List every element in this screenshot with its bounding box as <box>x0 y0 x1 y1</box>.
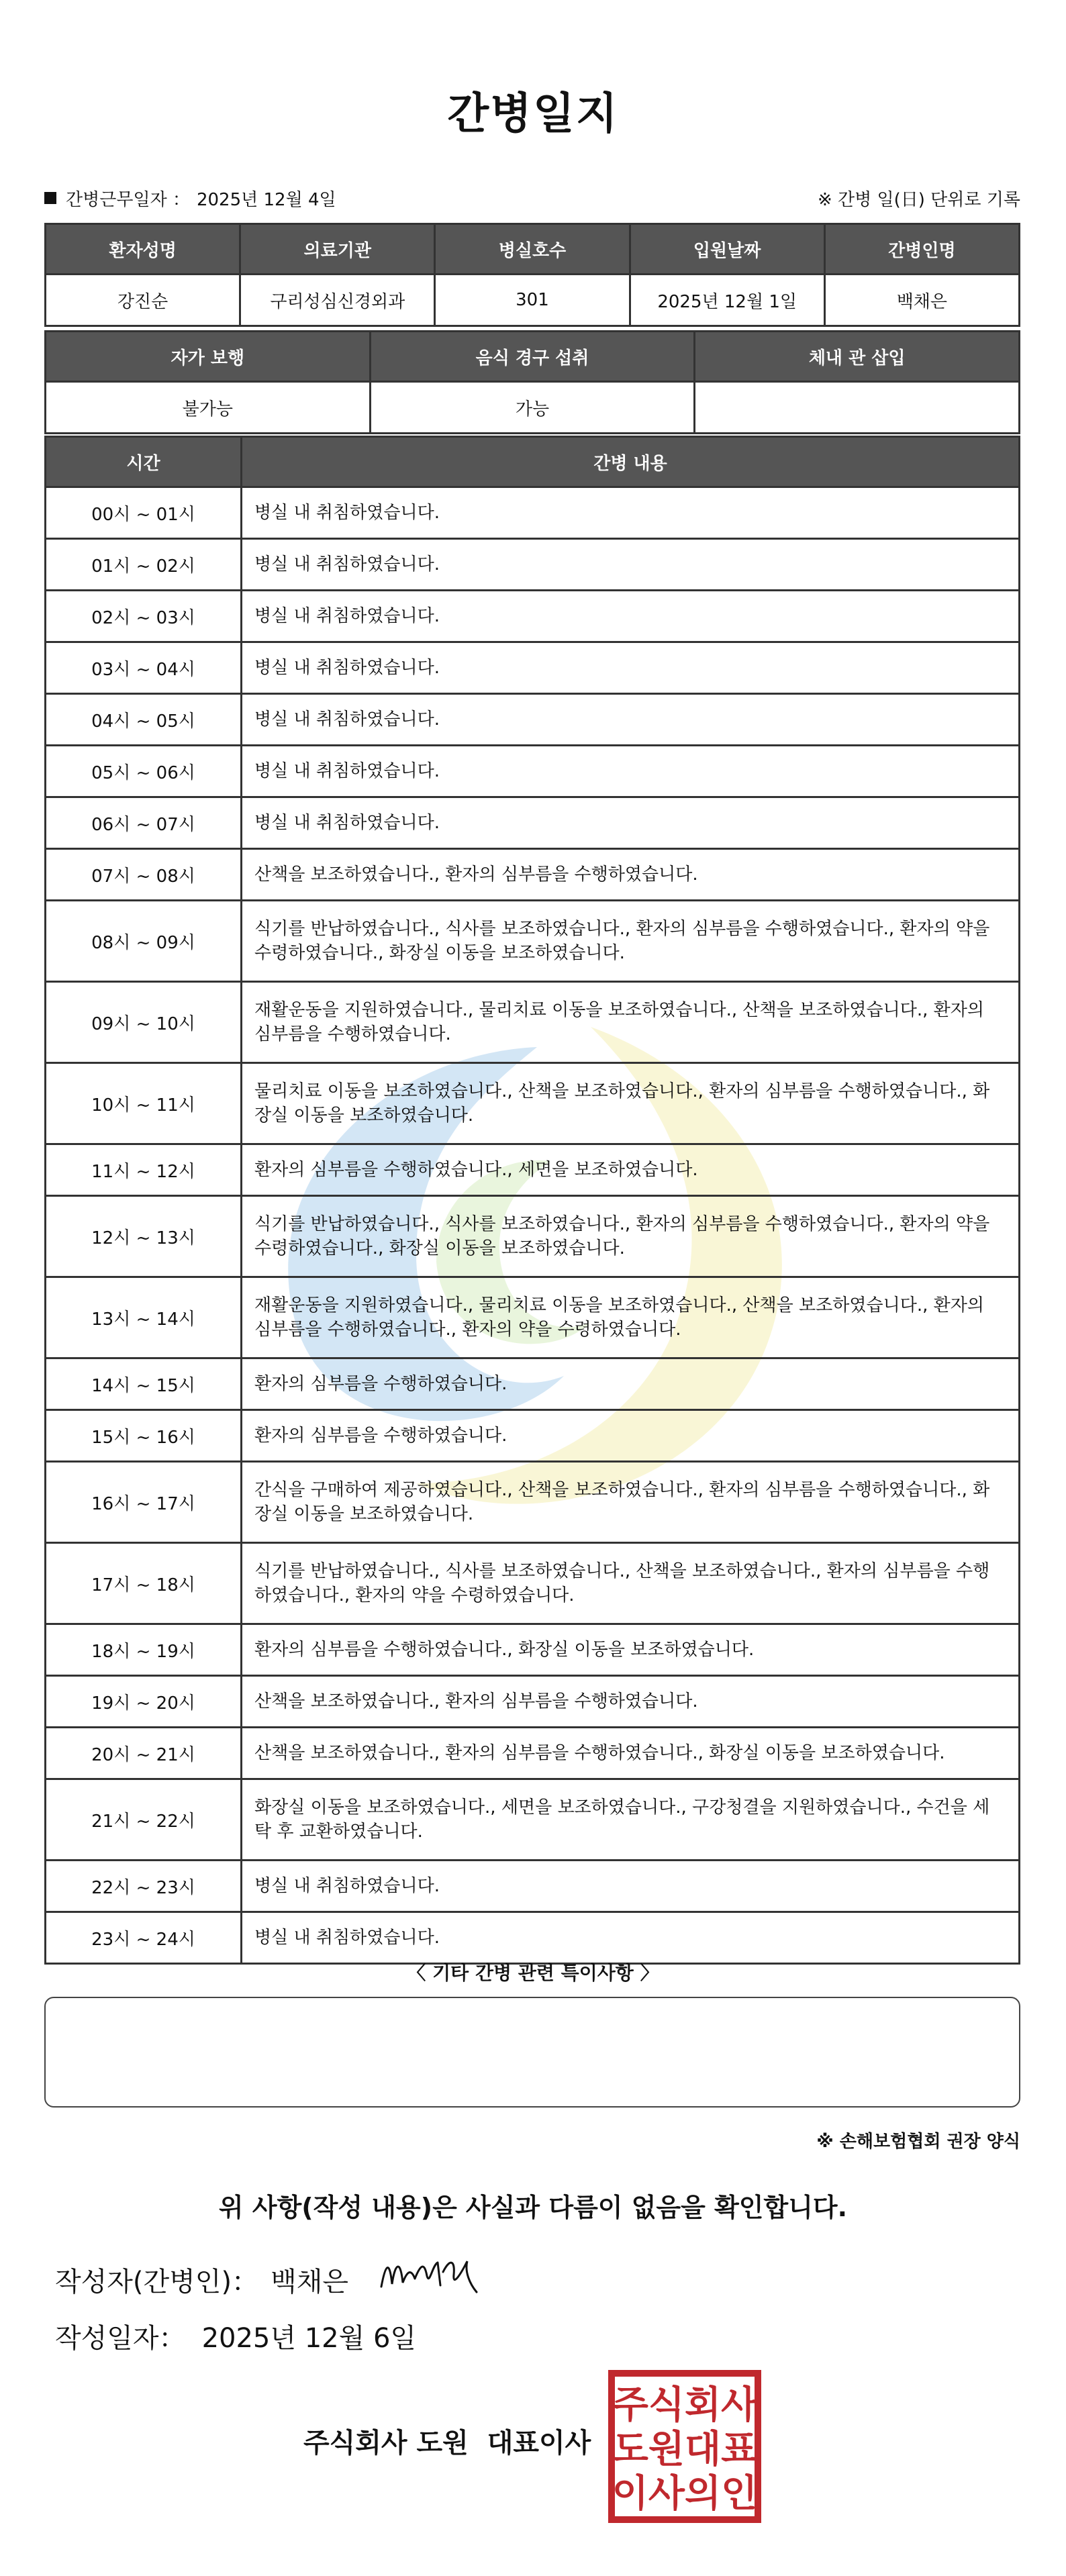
patient-name: 강진순 <box>46 275 240 326</box>
log-row <box>46 1358 1020 1410</box>
log-content: 병실 내 취침하였습니다. <box>242 797 1020 849</box>
company-seal <box>608 2369 762 2524</box>
seal-line-2: 도원대표 <box>612 2428 758 2471</box>
company-title: 대표이사 <box>487 2428 591 2459</box>
log-row <box>46 797 1020 849</box>
header-walking: 자가 보행 <box>46 332 371 382</box>
log-time: 17시 ~ 18시 <box>46 1543 242 1624</box>
log-content: 간식을 구매하여 제공하였습니다., 산책을 보조하였습니다., 환자의 심부름을 수행하였습니다., 화장실 이동을 보조하였습니다. <box>242 1462 1020 1543</box>
log-time: 10시 ~ 11시 <box>46 1063 242 1144</box>
square-bullet-icon <box>44 192 56 204</box>
log-row <box>46 1912 1020 1964</box>
log-time: 15시 ~ 16시 <box>46 1410 242 1462</box>
header-caregiver: 간병인명 <box>824 224 1019 275</box>
walking-value: 불가능 <box>46 382 371 434</box>
log-content: 재활운동을 지원하였습니다., 물리치료 이동을 보조하였습니다., 산책을 보조하였습니다., 환자의 심부름을 수행하였습니다., 환자의 약을 수령하였습니다. <box>242 1277 1020 1358</box>
log-row <box>46 1543 1020 1624</box>
written-date-line <box>55 2317 416 2355</box>
patient-header-row <box>46 224 1020 275</box>
seal-line-3: 이사의인 <box>612 2472 758 2516</box>
log-time: 09시 ~ 10시 <box>46 982 242 1063</box>
status-value-row <box>46 382 1020 434</box>
log-row <box>46 982 1020 1063</box>
log-content: 병실 내 취침하였습니다. <box>242 487 1020 539</box>
log-content: 물리치료 이동을 보조하였습니다., 산책을 보조하였습니다., 환자의 심부름을 수행하였습니다., 화장실 이동을 보조하였습니다. <box>242 1063 1020 1144</box>
tube-value <box>695 382 1020 434</box>
header-admission-date: 입원날짜 <box>630 224 824 275</box>
log-time: 05시 ~ 06시 <box>46 746 242 797</box>
log-row <box>46 1196 1020 1277</box>
log-time: 03시 ~ 04시 <box>46 642 242 694</box>
notes-heading: 〈 기타 간병 관련 특이사항 〉 <box>407 1962 659 1984</box>
log-time: 22시 ~ 23시 <box>46 1861 242 1912</box>
log-time: 14시 ~ 15시 <box>46 1358 242 1410</box>
confirm-statement: 위 사항(작성 내용)은 사실과 다름이 없음을 확인합니다. <box>218 2193 848 2222</box>
log-row <box>46 642 1020 694</box>
log-row <box>46 1624 1020 1676</box>
log-content: 병실 내 취침하였습니다. <box>242 642 1020 694</box>
log-content: 병실 내 취침하였습니다. <box>242 1912 1020 1964</box>
log-time: 21시 ~ 22시 <box>46 1779 242 1861</box>
log-row <box>46 591 1020 642</box>
patient-value-row <box>46 275 1020 326</box>
log-time: 19시 ~ 20시 <box>46 1676 242 1728</box>
log-time: 01시 ~ 02시 <box>46 539 242 591</box>
work-date-value: 2025년 12월 4일 <box>196 189 336 210</box>
writer-name: 백채은 <box>271 2267 348 2297</box>
log-content: 병실 내 취침하였습니다. <box>242 591 1020 642</box>
log-row <box>46 746 1020 797</box>
patient-info-table <box>44 223 1020 327</box>
log-time: 08시 ~ 09시 <box>46 901 242 982</box>
log-row <box>46 539 1020 591</box>
writer-line <box>55 2261 348 2299</box>
log-row <box>46 1462 1020 1543</box>
log-content: 병실 내 취침하였습니다. <box>242 1861 1020 1912</box>
meta-row <box>44 181 1020 215</box>
written-date-value: 2025년 12월 6일 <box>201 2323 417 2354</box>
company-name: 주식회사 도원 <box>303 2428 469 2459</box>
log-time: 04시 ~ 05시 <box>46 694 242 746</box>
log-row <box>46 1063 1020 1144</box>
admission-date: 2025년 12월 1일 <box>630 275 824 326</box>
recommend-note: ※ 손해보험협회 권장 양식 <box>816 2132 1020 2152</box>
company-line <box>303 2422 591 2460</box>
log-row <box>46 1277 1020 1358</box>
log-time: 06시 ~ 07시 <box>46 797 242 849</box>
log-body <box>46 487 1020 1964</box>
log-row <box>46 694 1020 746</box>
log-content: 병실 내 취침하였습니다. <box>242 539 1020 591</box>
log-time: 18시 ~ 19시 <box>46 1624 242 1676</box>
oral-intake-value: 가능 <box>370 382 695 434</box>
header-patient-name: 환자성명 <box>46 224 240 275</box>
written-date-label: 작성일자： <box>55 2323 186 2354</box>
log-content: 환자의 심부름을 수행하였습니다., 화장실 이동을 보조하였습니다. <box>242 1624 1020 1676</box>
header-room: 병실호수 <box>435 224 630 275</box>
log-row <box>46 849 1020 901</box>
log-row <box>46 487 1020 539</box>
log-row <box>46 901 1020 982</box>
log-content: 산책을 보조하였습니다., 환자의 심부름을 수행하였습니다. <box>242 1676 1020 1728</box>
log-content: 화장실 이동을 보조하였습니다., 세면을 보조하였습니다., 구강청결을 지원하였습니다., 수건을 세탁 후 교환하였습니다. <box>242 1779 1020 1861</box>
header-institution: 의료기관 <box>240 224 435 275</box>
log-content: 환자의 심부름을 수행하였습니다. <box>242 1358 1020 1410</box>
log-content: 환자의 심부름을 수행하였습니다., 세면을 보조하였습니다. <box>242 1144 1020 1196</box>
log-time: 12시 ~ 13시 <box>46 1196 242 1277</box>
header-content: 간병 내용 <box>242 437 1020 487</box>
room-number: 301 <box>435 275 630 326</box>
unit-note: ※ 간병 일(日) 단위로 기록 <box>817 189 1020 210</box>
work-date-label: 간병근무일자 ： <box>66 189 190 210</box>
work-date <box>44 186 336 211</box>
header-tube: 체내 관 삽입 <box>695 332 1020 382</box>
notes-box <box>44 1997 1020 2108</box>
log-row <box>46 1410 1020 1462</box>
caregiver-name: 백채은 <box>824 275 1019 326</box>
log-content: 환자의 심부름을 수행하였습니다. <box>242 1410 1020 1462</box>
log-content: 식기를 반납하였습니다., 식사를 보조하였습니다., 산책을 보조하였습니다., 환자의 심부름을 수행하였습니다., 환자의 약을 수령하였습니다. <box>242 1543 1020 1624</box>
log-time: 20시 ~ 21시 <box>46 1728 242 1779</box>
log-row <box>46 1861 1020 1912</box>
patient-status-table <box>44 330 1020 434</box>
log-time: 16시 ~ 17시 <box>46 1462 242 1543</box>
log-time: 23시 ~ 24시 <box>46 1912 242 1964</box>
log-time: 02시 ~ 03시 <box>46 591 242 642</box>
log-content: 산책을 보조하였습니다., 환자의 심부름을 수행하였습니다., 화장실 이동을 보조하였습니다. <box>242 1728 1020 1779</box>
header-time: 시간 <box>46 437 242 487</box>
header-oral-intake: 음식 경구 섭취 <box>370 332 695 382</box>
writer-label: 작성자(간병인)： <box>55 2267 259 2297</box>
care-log-table <box>44 436 1020 1965</box>
institution: 구리성심신경외과 <box>240 275 435 326</box>
page-title: 간병일지 <box>447 89 619 139</box>
status-header-row <box>46 332 1020 382</box>
log-content: 재활운동을 지원하였습니다., 물리치료 이동을 보조하였습니다., 산책을 보조하였습니다., 환자의 심부름을 수행하였습니다. <box>242 982 1020 1063</box>
log-time: 13시 ~ 14시 <box>46 1277 242 1358</box>
signature-mark <box>376 2245 483 2299</box>
log-content: 식기를 반납하였습니다., 식사를 보조하였습니다., 환자의 심부름을 수행하였습니다., 환자의 약을 수령하였습니다., 화장실 이동을 보조하였습니다. <box>242 901 1020 982</box>
log-row <box>46 1144 1020 1196</box>
log-row <box>46 1779 1020 1861</box>
log-row <box>46 1676 1020 1728</box>
log-content: 산책을 보조하였습니다., 환자의 심부름을 수행하였습니다. <box>242 849 1020 901</box>
log-content: 병실 내 취침하였습니다. <box>242 746 1020 797</box>
log-time: 07시 ~ 08시 <box>46 849 242 901</box>
log-content: 식기를 반납하였습니다., 식사를 보조하였습니다., 환자의 심부름을 수행하였습니다., 환자의 약을 수령하였습니다., 화장실 이동을 보조하였습니다. <box>242 1196 1020 1277</box>
log-time: 00시 ~ 01시 <box>46 487 242 539</box>
log-header-row <box>46 437 1020 487</box>
seal-line-1: 주식회사 <box>612 2383 758 2427</box>
log-content: 병실 내 취침하였습니다. <box>242 694 1020 746</box>
log-time: 11시 ~ 12시 <box>46 1144 242 1196</box>
log-row <box>46 1728 1020 1779</box>
